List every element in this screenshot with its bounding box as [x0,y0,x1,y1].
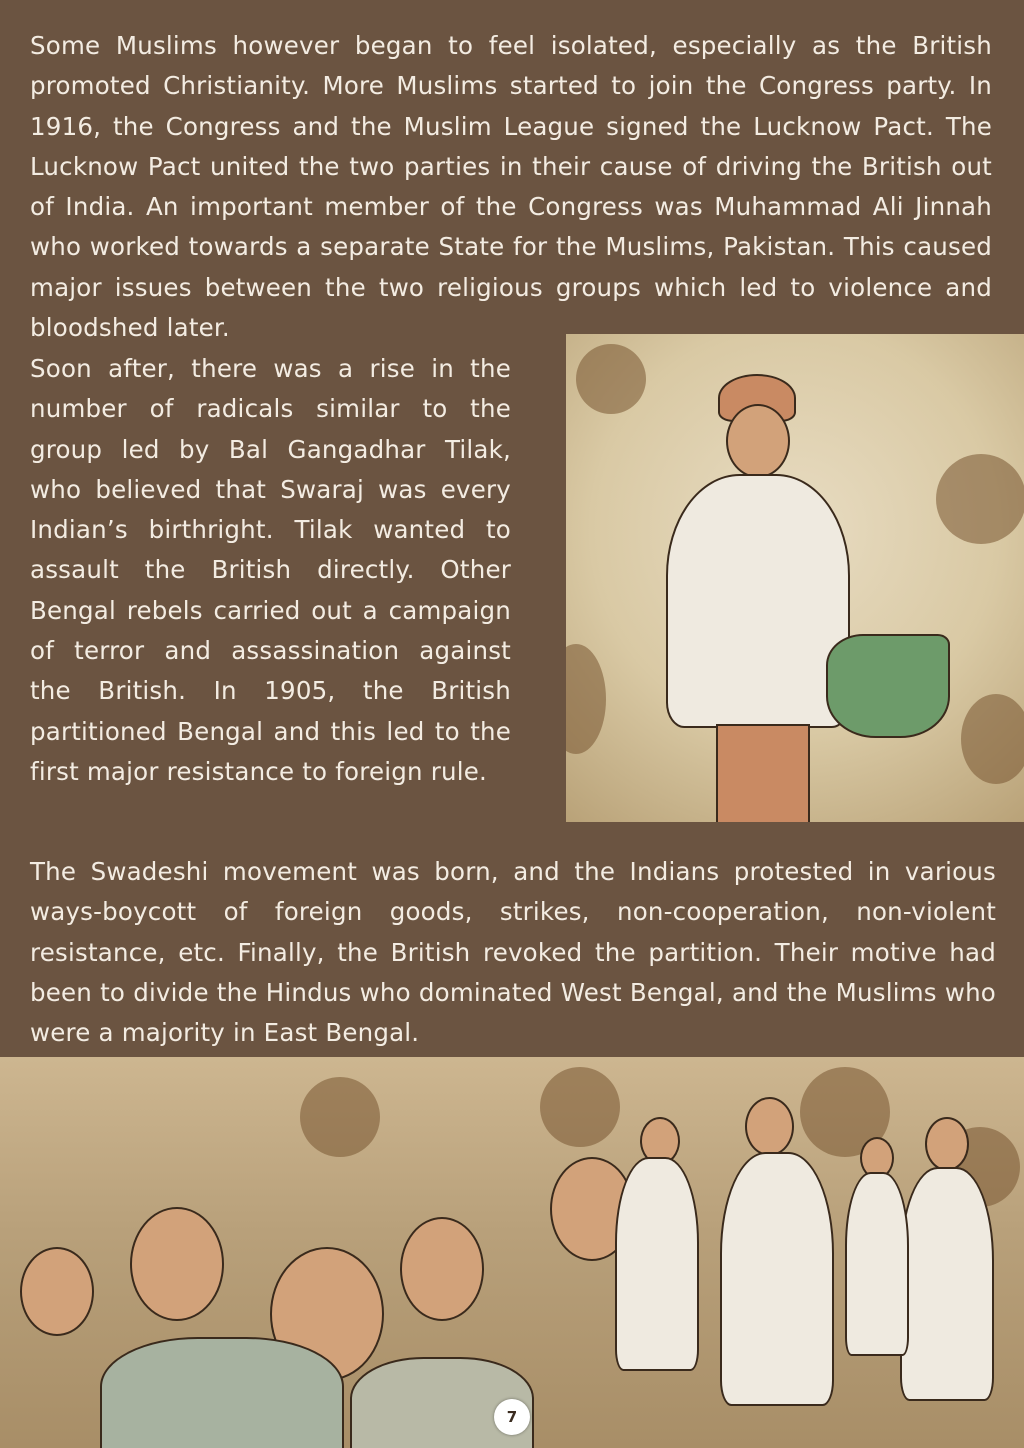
tilak-illustration [566,334,1024,822]
paragraph-swadeshi-movement: The Swadeshi movement was born, and the Indians protested in various ways-boycott of foreign goods, strikes, non-cooperation, non-violent resistance, etc. Finally, the British revoked the partition. Their motive had been to divide the Hindus who dominated West Bengal, and the Muslims who were a majority in East Bengal. [30,857,996,1048]
paragraph-tilak-radicals: Soon after, there was a rise in the number of radicals similar to the group led by Bal Gangadhar Tilak, who believed that Swaraj was every Indian’s birthright. Tilak wanted to assault the British directly. Other Bengal rebels carried out a campaign of terror and assassination against the British. In 1905, the British partitioned Bengal and this led to the first major resistance to foreign rule. [30,354,511,786]
paragraph-muslim-league: Some Muslims however began to feel isolated, especially as the British promoted Christianity. More Muslims started to join the Congress party. In 1916, the Congress and the Muslim League signed the Lucknow Pact. The Lucknow Pact united the two parties in their cause of driving the British out of India. An important member of the Congress was Muhammad Ali Jinnah who worked towards a separate State for the Muslims, Pakistan. This caused major issues between the two religious groups which led to violence and bloodshed later. [30,31,992,343]
protest-march-illustration [0,1057,1024,1448]
page-number: 7 [494,1399,530,1435]
